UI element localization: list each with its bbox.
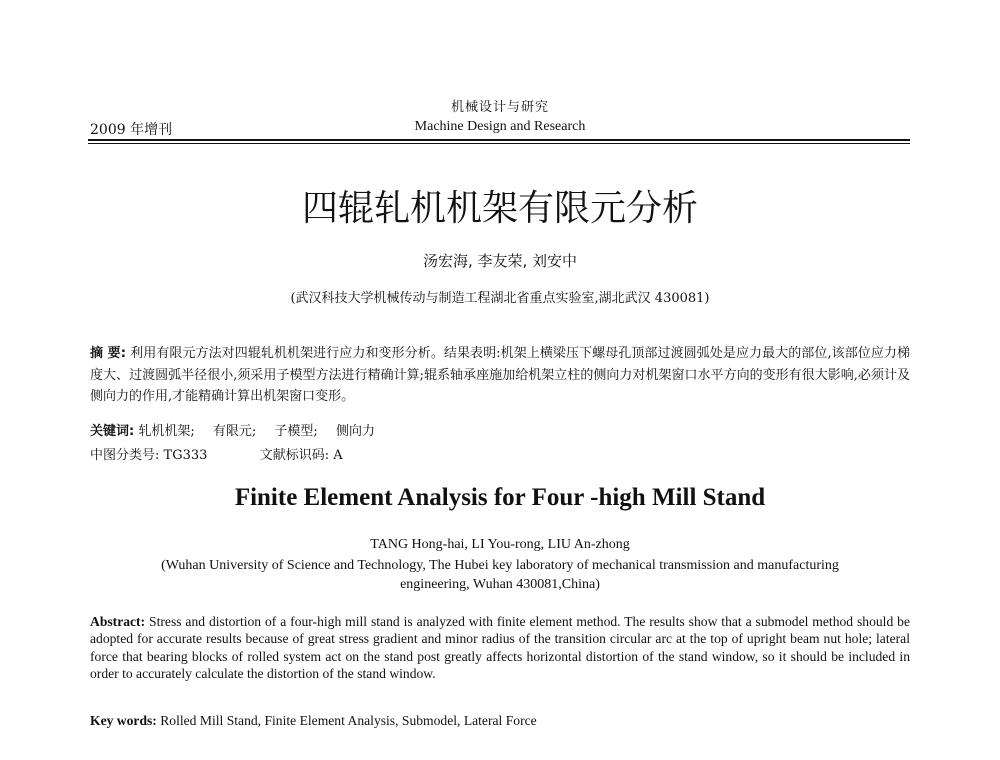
abstract-cn xyxy=(90,343,910,408)
doc-code-value: A xyxy=(333,448,343,463)
header-rule-thin xyxy=(88,143,910,144)
journal-title-cn: 机械设计与研究 xyxy=(450,100,549,115)
authors-en: TANG Hong-hai, LI You-rong, LIU An-zhong xyxy=(370,537,630,552)
authors-cn: 汤宏海, 李友荣, 刘安中 xyxy=(422,252,578,270)
keywords-en xyxy=(90,713,910,729)
keywords-en-label: Key words: xyxy=(90,713,157,728)
abstract-cn-text: 利用有限元方法对四辊轧机机架进行应力和变形分析。结果表明:机架上横梁压下螺母孔顶部过渡圆弧处是应力最大的部位,该部位应力梯度大、过渡圆弧半径很小,须采用子模型方法进行精确计算;辊系轴承座施加给机架立柱的侧向力对机架窗口水平方向的变形有很大影响,必须计及侧向力的作用,才能精确计算出机架窗口变形。 xyxy=(90,346,911,404)
clc-value: TG333 xyxy=(163,448,208,463)
affiliation-en: (Wuhan University of Science and Technology, The Hubei key laboratory of mechanical transmission and manufacturing engineering, Wuhan 430081,China) xyxy=(161,558,839,592)
classification-line xyxy=(90,444,343,463)
paper-title-cn: 四辊轧机机架有限元分析 xyxy=(301,188,698,229)
keywords-cn-label: 关键词: xyxy=(90,424,135,439)
affiliation-cn: (武汉科技大学机械传动与制造工程湖北省重点实验室,湖北武汉 430081) xyxy=(290,291,710,306)
keyword-cn-item: 侧向力 xyxy=(335,424,375,439)
journal-title-en: Machine Design and Research xyxy=(414,119,586,134)
keyword-cn-item: 轧机机架; xyxy=(138,424,195,439)
abstract-en-label: Abstract: xyxy=(90,614,146,629)
keyword-cn-item: 有限元; xyxy=(212,424,257,439)
abstract-en-text: Stress and distortion of a four-high mill stand is analyzed with finite element method. The results show that a submodel method should be adopted for accurate results because of great stress gradient and minor radius of the transition circular arc at the top of upright beam nut hole; lateral force that bearing blocks of rolled system act on the stand post greatly affects horizontal distortion of the stand window, so it should be included in order to accurately calculate the distortion of the stand window. xyxy=(90,614,910,682)
keywords-en-text: Rolled Mill Stand, Finite Element Analysis, Submodel, Lateral Force xyxy=(160,713,537,728)
header-rule-thick xyxy=(88,139,910,141)
clc-label: 中图分类号: xyxy=(90,448,160,463)
doc-code-label: 文献标识码: xyxy=(259,448,330,463)
abstract-en xyxy=(90,613,910,683)
paper-title-en: Finite Element Analysis for Four -high Mill Stand xyxy=(234,484,766,511)
issue-label: 2009 年增刊 xyxy=(90,122,173,138)
keywords-cn xyxy=(90,420,389,439)
keyword-cn-item: 子模型; xyxy=(274,424,318,439)
abstract-cn-label: 摘 要: xyxy=(90,346,126,361)
